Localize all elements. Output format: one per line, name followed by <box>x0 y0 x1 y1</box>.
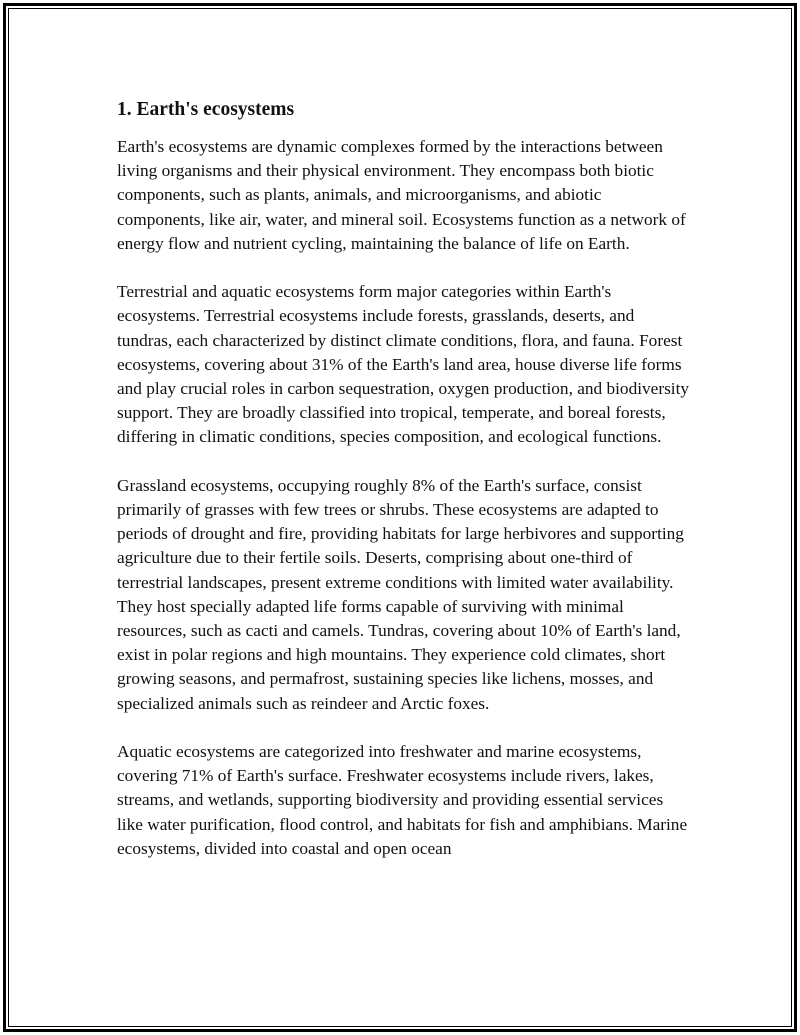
paragraph-4: Aquatic ecosystems are categorized into freshwater and marine ecosystems, covering 71% of Earth's surface. Freshwater ecosystems include rivers, lakes, streams, and wetlands, supporting biodiversity and providing essential services like water purification, flood control, and habitats for fish and amphibians. Marine ecosystems, divided into coastal and open ocean <box>117 742 688 858</box>
paragraph-2: Terrestrial and aquatic ecosystems form major categories within Earth's ecosystems. Terrestrial ecosystems include forests, grasslands, deserts, and tundras, each characterized by distinct climate conditions, flora, and fauna. Forest ecosystems, covering about 31% of the Earth's land area, house diverse life forms and play crucial roles in carbon sequestration, oxygen production, and biodiversity support. They are broadly classified into tropical, temperate, and boreal forests, differing in climatic conditions, species composition, and ecological functions. <box>117 282 690 447</box>
document-page <box>3 3 797 1032</box>
paragraph-3: Grassland ecosystems, occupying roughly 8% of the Earth's surface, consist primarily of grasses with few trees or shrubs. These ecosystems are adapted to periods of drought and fire, providing habitats for large herbivores and supporting agriculture due to their fertile soils. Deserts, comprising about one-third of terrestrial landscapes, present extreme conditions with limited water availability. They host specially adapted life forms capable of surviving with minimal resources, such as cacti and camels. Tundras, covering about 10% of Earth's land, exist in polar regions and high mountains. They experience cold climates, short growing seasons, and permafrost, sustaining species like lichens, mosses, and specialized animals such as reindeer and Arctic foxes. <box>117 475 684 713</box>
paragraph-1: Earth's ecosystems are dynamic complexes formed by the interactions between living organisms and their physical environment. They encompass both biotic components, such as plants, animals, and microorganisms, and abiotic components, like air, water, and mineral soil. Ecosystems function as a network of energy flow and nutrient cycling, maintaining the balance of life on Earth. <box>117 137 686 253</box>
document-body <box>117 97 692 885</box>
section-heading: 1. Earth's ecosystems <box>117 99 295 120</box>
